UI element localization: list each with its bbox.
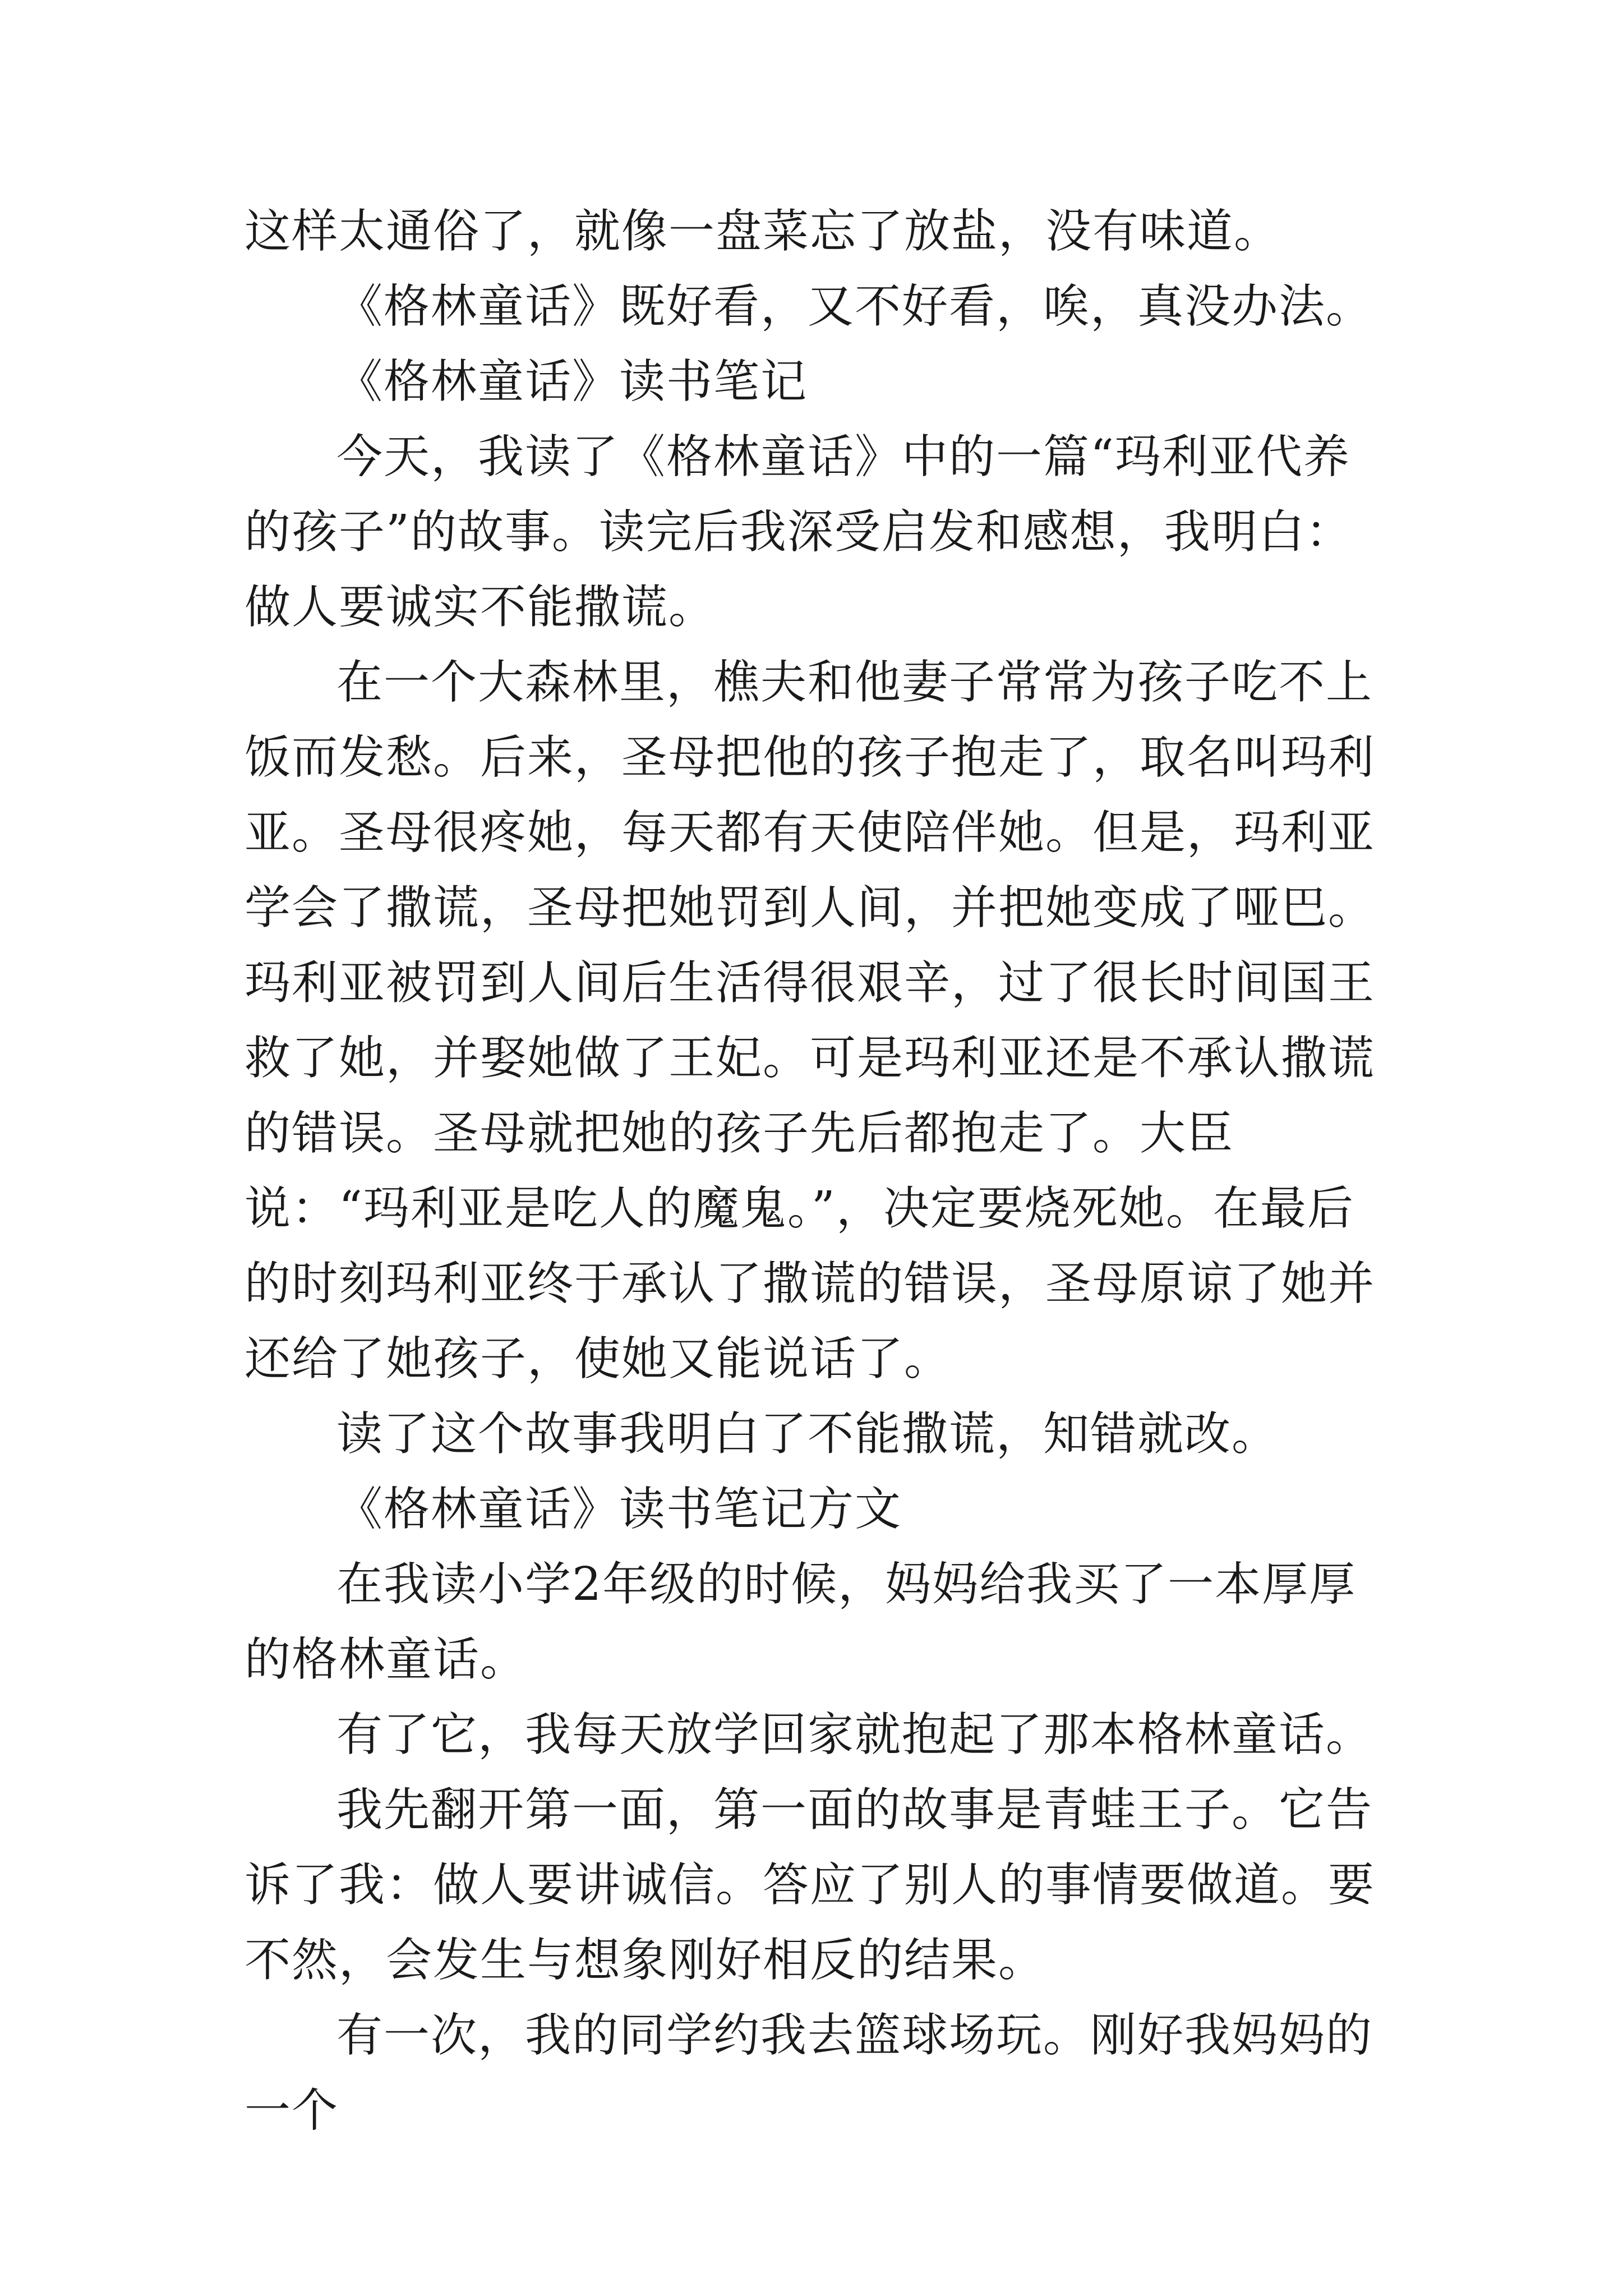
paragraph-9: 有一次，我的同学约我去篮球场玩。刚好我妈妈的一个 — [245, 2009, 1373, 2137]
document-body — [245, 194, 1389, 2148]
section-heading-2: 《格林童话》读书笔记方文 — [336, 1483, 902, 1536]
paragraph-7: 有了它，我每天放学回家就抱起了那本格林童话。 — [336, 1708, 1373, 1761]
paragraph-8: 我先翻开第一面，第一面的故事是青蛙王子。它告诉了我：做人要讲诚信。答应了别人的事情要做道。要不然，会发生与想象刚好相反的结果。 — [245, 1783, 1376, 1987]
paragraph-1: 这样太通俗了，就像一盘菜忘了放盐，没有味道。 — [245, 205, 1281, 258]
paragraph-5: 读了这个故事我明白了不能撒谎，知错就改。 — [336, 1407, 1279, 1461]
paragraph-2: 《格林童话》既好看，又不好看，唉，真没办法。 — [336, 280, 1373, 333]
paragraph-4: 在一个大森林里，樵夫和他妻子常常为孩子吃不上饭而发愁。后来，圣母把他的孩子抱走了，取名叫玛利亚。圣母很疼她，每天都有天使陪伴她。但是，玛利亚学会了撒谎，圣母把她罚到人间，并把她变成了哑巴。玛利亚被罚到人间后生活得很艰辛，过了很长时间国王救了她，并娶她做了王妃。可是玛利亚还是不承认撒谎的错误。圣母就把她的孩子先后都抱走了。大臣说：“玛利亚是吃人的魔鬼。”，决定要烧死她。在最后的时刻玛利亚终于承认了撒谎的错误，圣母原谅了她并还给了她孩子，使她又能说话了。 — [245, 656, 1376, 1386]
paragraph-6: 在我读小学2年级的时候，妈妈给我买了一本厚厚的格林童话。 — [245, 1558, 1357, 1686]
paragraph-3: 今天，我读了《格林童话》中的一篇“玛利亚代养的孩子”的故事。读完后我深受启发和感想，我明白：做人要诚实不能撒谎。 — [245, 430, 1353, 634]
section-heading-1: 《格林童话》读书笔记 — [336, 355, 808, 408]
